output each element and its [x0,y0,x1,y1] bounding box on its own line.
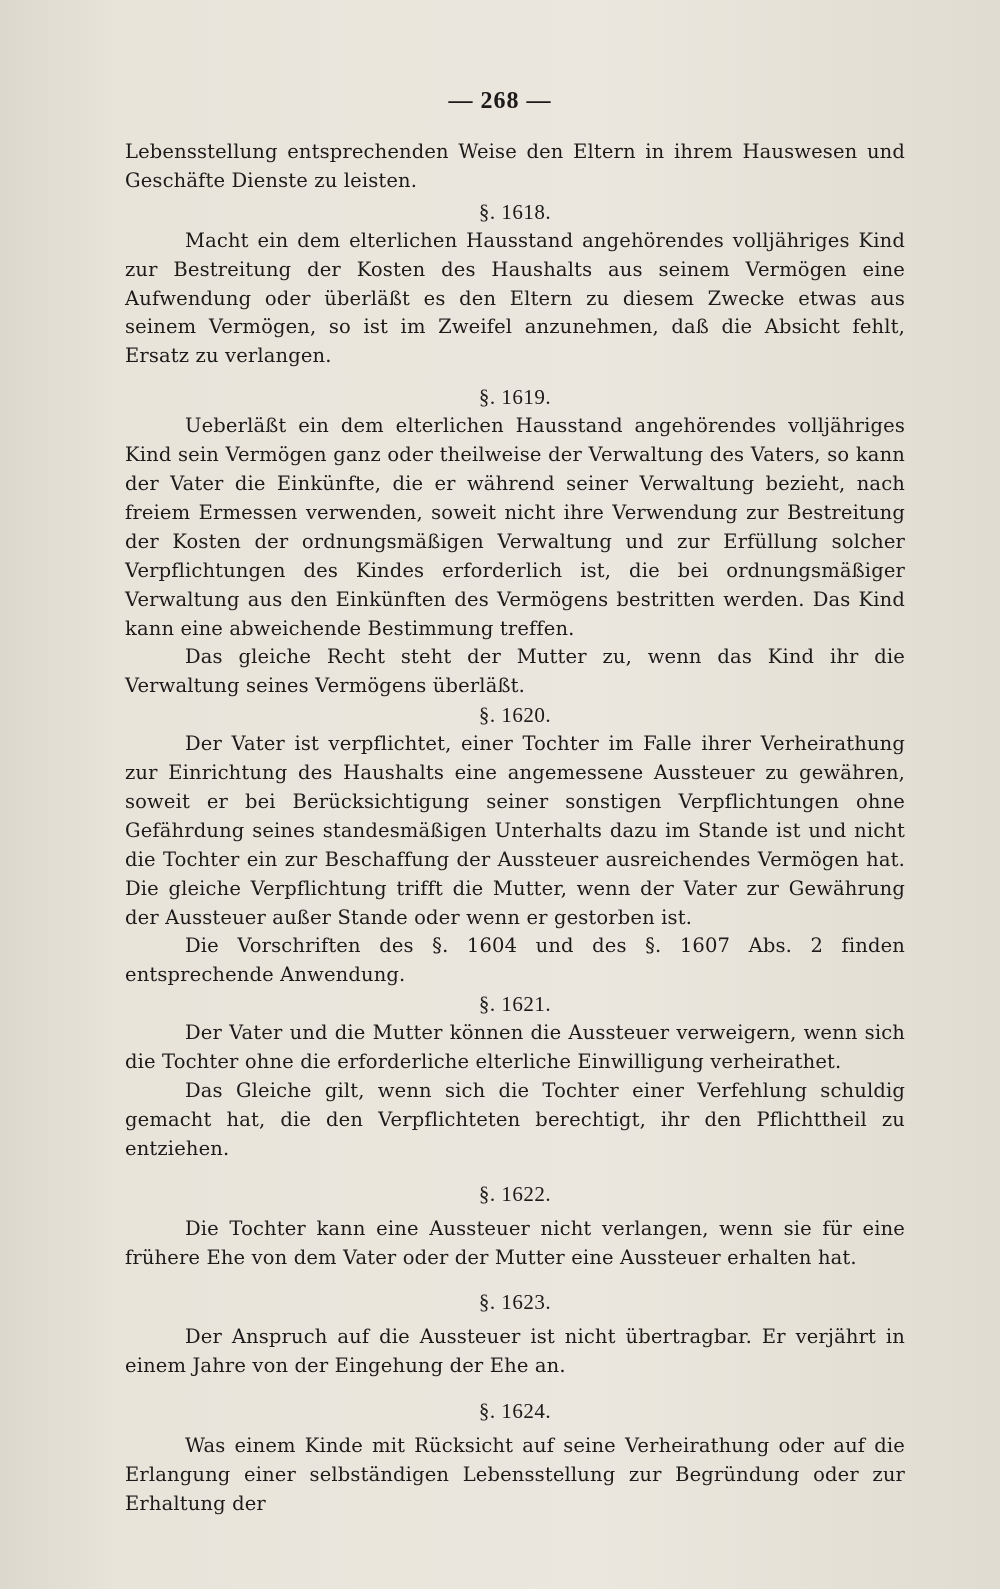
paragraph-1620-1: Der Vater ist verpflichtet, einer Tochter im Falle ihrer Verheirathung zur Einrichtung des Haushalts eine angemessene Aussteuer zu gewähren, soweit er bei Berücksichtigung seiner sonstigen Verpflichtungen ohne Gefährdung seines standesmäßigen Unterhalts dazu im Stande ist und nicht die Tochter ein zur Beschaffung der Aussteuer ausreichendes Vermögen hat. Die gleiche Verpflichtung trifft die Mutter, wenn der Vater zur Gewährung der Aussteuer außer Stande oder wenn er gestorben ist. [125,732,905,929]
page-number: — 268 — [448,88,552,114]
body-text [125,138,905,1519]
paragraph-1620-2: Die Vorschriften des §. 1604 und des §. 1607 Abs. 2 finden entsprechende Anwendung. [125,934,905,987]
section-heading-1622: §. 1622. [478,1181,552,1206]
paragraph-1623: Der Anspruch auf die Aussteuer ist nicht übertragbar. Er verjährt in einem Jahre von der Eingehung der Ehe an. [125,1325,905,1378]
paragraph-1621-2: Das Gleiche gilt, wenn sich die Tochter einer Verfehlung schuldig gemacht hat, die den Verpflichteten berechtigt, ihr den Pflichttheil zu entziehen. [125,1079,905,1160]
paragraph-1624: Was einem Kinde mit Rücksicht auf seine Verheirathung oder auf die Erlangung einer selbständigen Lebensstellung zur Begründung oder zur Erhaltung der [125,1434,905,1515]
section-heading-1621: §. 1621. [478,992,552,1017]
paragraph-1619-1: Ueberläßt ein dem elterlichen Hausstand angehörendes volljähriges Kind sein Vermögen ganz oder theilweise der Verwaltung des Vaters, so kann der Vater die Einkünfte, die er während seiner Verwaltung bezieht, nach freiem Ermessen verwenden, soweit nicht ihre Verwendung zur Bestreitung der Kosten der ordnungsmäßigen Verwaltung und zur Erfüllung solcher Verpflichtungen des Kindes erforderlich ist, die bei ordnungsmäßiger Verwaltung aus den Einkünften des Vermögens bestritten werden. Das Kind kann eine abweichende Bestimmung treffen. [125,414,905,640]
paragraph-1619-2: Das gleiche Recht steht der Mutter zu, wenn das Kind ihr die Verwaltung seines Vermögens überläßt. [125,645,905,698]
paragraph-1618: Macht ein dem elterlichen Hausstand angehörendes volljähriges Kind zur Bestreitung der Kosten des Haushalts aus seinem Vermögen eine Aufwendung oder überläßt es den Eltern zu diesem Zwecke etwas aus seinem Vermögen, so ist im Zweifel anzunehmen, daß die Absicht fehlt, Ersatz zu verlangen. [125,228,905,368]
section-heading-1623: §. 1623. [478,1290,552,1315]
paragraph-1621-1: Der Vater und die Mutter können die Aussteuer verweigern, wenn sich die Tochter ohne die erforderliche elterliche Einwilligung verheirathet. [125,1021,905,1074]
paragraph-1622: Die Tochter kann eine Aussteuer nicht verlangen, wenn sie für eine frühere Ehe von dem Vater oder der Mutter eine Aussteuer erhalten hat. [125,1216,905,1269]
section-heading-1618: §. 1618. [478,199,552,224]
section-heading-1624: §. 1624. [478,1399,552,1424]
paragraph-continuation: Lebensstellung entsprechenden Weise den Eltern in ihrem Hauswesen und Geschäfte Dienste zu leisten. [125,140,905,192]
section-heading-1619: §. 1619. [478,385,552,410]
section-heading-1620: §. 1620. [478,703,552,728]
